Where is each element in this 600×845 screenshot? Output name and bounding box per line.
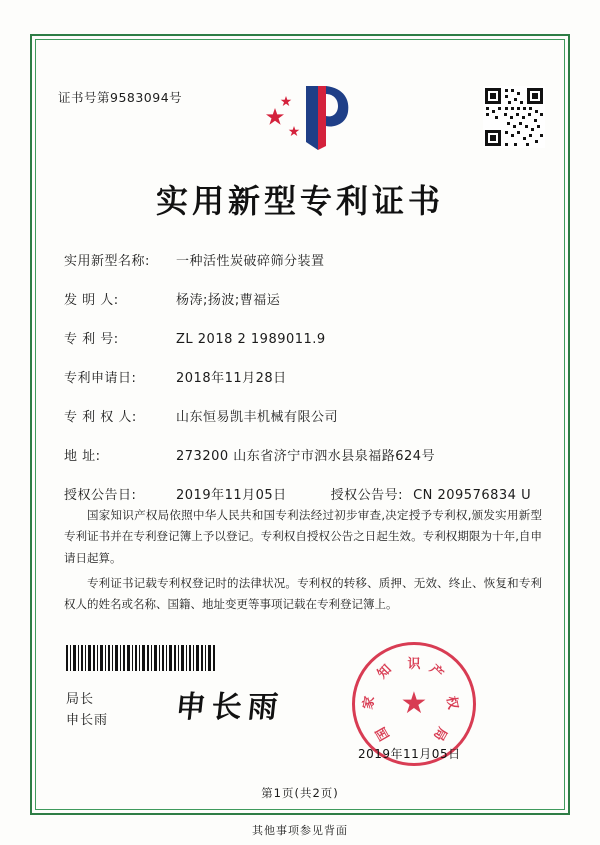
seal-date: 2019年11月05日 [358,747,461,761]
field-label: 地 址: [64,449,101,464]
field-row [64,445,540,464]
seal-char: 局 [430,724,450,743]
field-row [64,250,540,269]
cnipa-logo-icon [248,80,352,156]
fields-list [64,250,540,523]
field-label: 专 利 号: [64,332,119,347]
director-name-label: 申长雨 [66,712,109,728]
signature-labels [66,690,108,732]
announcement-number-value: CN 209576834 U [413,488,532,503]
seal-char: 知 [375,662,395,682]
field-label: 专 利 权 人: [64,410,137,425]
seal-star-icon: ★ [400,686,428,721]
field-row [64,289,540,308]
handwritten-signature: 申长雨 [173,690,286,725]
grant-announcement-row [64,484,540,503]
grant-date-label: 授权公告日: [64,488,137,503]
field-value: ZL 2018 2 1989011.9 [176,332,326,347]
field-value: 一种活性炭破碎筛分装置 [176,254,325,269]
paragraph: 专利证书记载专利权登记时的法律状况。专利权的转移、质押、无效、终止、恢复和专利权人的姓名或名称、国籍、地址变更等事项记载在专利登记簿上。 [64,575,542,612]
paragraph: 国家知识产权局依照中华人民共和国专利法经过初步审查,决定授予专利权,颁发实用新型专利证书并在专利登记簿上予以登记。专利权自授权公告之日起生效。专利权期限为十年,自申请日起算。 [64,508,542,565]
field-value: 2018年11月28日 [176,371,287,386]
seal-char: 家 [360,695,378,711]
director-title-label: 局长 [66,692,95,707]
page-title: 实用新型专利证书 [155,182,444,220]
barcode-icon [66,645,216,671]
footer-note: 其他事项参见背面 [252,824,348,837]
field-row [64,328,540,347]
seal-char: 识 [407,657,421,672]
seal-char: 权 [443,695,461,711]
field-label: 专利申请日: [64,371,137,386]
announcement-number-label: 授权公告号: [330,488,404,503]
qr-code-icon [483,86,545,148]
field-row [64,406,540,425]
field-label: 发 明 人: [64,293,119,308]
field-value: 山东恒易凯丰机械有限公司 [176,410,339,425]
grant-date-value: 2019年11月05日 [176,488,287,503]
field-row [64,367,540,386]
page-number: 第1页(共2页) [261,786,339,800]
certificate-number: 证书号第9583094号 [58,90,183,105]
seal-char: 国 [373,724,393,743]
seal-char: 产 [426,662,446,682]
field-value: 273200 山东省济宁市泗水县泉福路624号 [176,449,436,464]
field-value: 杨涛;扬波;曹福运 [176,293,281,308]
field-label: 实用新型名称: [64,254,150,269]
legal-text [64,505,542,619]
